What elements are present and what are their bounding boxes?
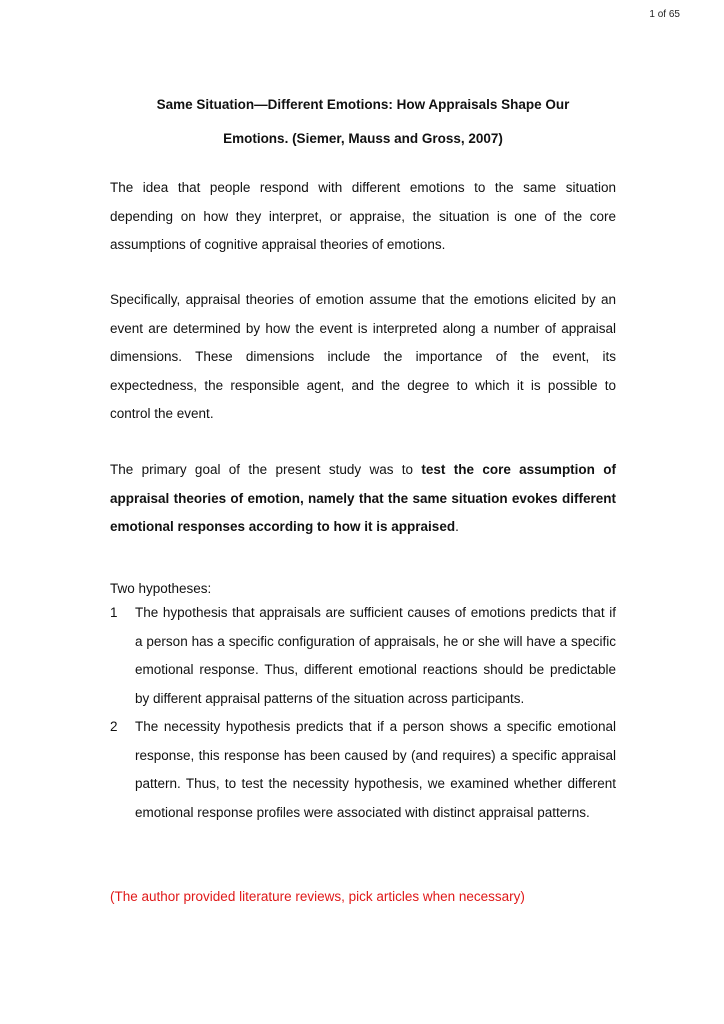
hypothesis-item [110,599,616,713]
author-note: (The author provided literature reviews, pick articles when necessary) [110,889,525,904]
hypotheses-list [110,599,616,827]
hypothesis-item [110,713,616,827]
hypothesis-text: The necessity hypothesis predicts that if a person shows a specific emotional response, this response has been caused by (and requires) a specific appraisal pattern. Thus, to test the necessity hypothesis, we examined whether different emotional response profiles were associated with distinct appraisal patterns. [135,719,616,820]
hypothesis-text: The hypothesis that appraisals are sufficient causes of emotions predicts that if a person has a specific configuration of appraisals, he or she will have a specific emotional response. Thus, different emotional reactions should be predictable by different appraisal patterns of the situation across participants. [135,605,616,706]
page-number: 1 of 65 [649,9,680,20]
hypothesis-number: 2 [110,719,118,734]
hypotheses-heading: Two hypotheses: [110,581,212,596]
goal-text-start: The primary goal of the present study was to [110,462,422,477]
paragraph-intro: The idea that people respond with different emotions to the same situation depending on how they interpret, or appraise, the situation is one of the core assumptions of cognitive appraisal theories of emotions. [110,180,616,252]
goal-text-end: . [455,519,459,534]
title-line-2: Emotions. (Siemer, Mauss and Gross, 2007) [223,131,503,146]
hypothesis-number: 1 [110,605,118,620]
paragraph-appraisal-dimensions: Specifically, appraisal theories of emotion assume that the emotions elicited by an event are determined by how the event is interpreted along a number of appraisal dimensions. These dimensions include the importance of the event, its expectedness, the responsible agent, and the degree to which it is possible to control the event. [110,292,616,421]
title-line-1: Same Situation—Different Emotions: How Appraisals Shape Our [156,97,570,112]
goal-text-bold: test the core assumption of appraisal theories of emotion, namely that the same situation evokes different emotional responses according to how it is appraised [110,462,617,534]
paragraph-primary-goal [110,456,616,542]
document-title [110,88,616,156]
